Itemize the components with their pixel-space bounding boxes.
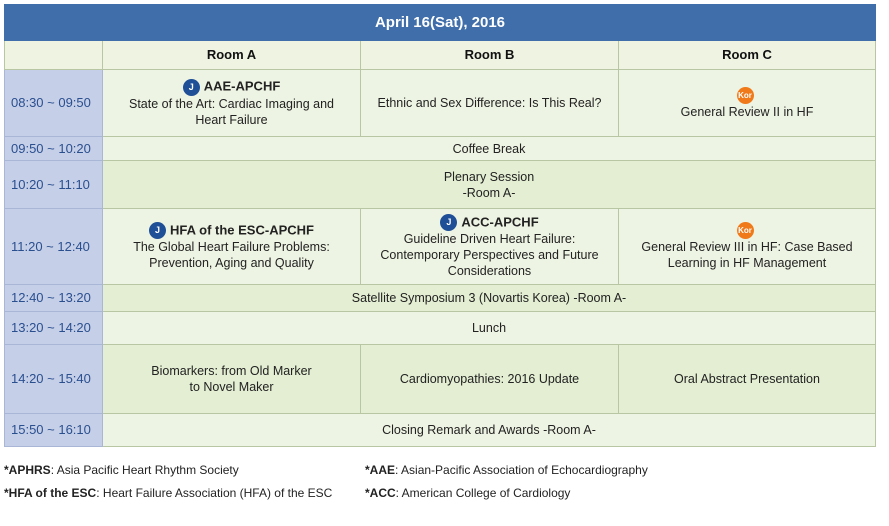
session-text: The Global Heart Failure Problems: (133, 240, 330, 255)
session-cell-room-a (103, 209, 361, 285)
room-c-header: Room C (619, 41, 876, 70)
footnote-text: : American College of Cardiology (395, 486, 571, 500)
session-tag-line (109, 222, 354, 239)
session-cell-all-rooms: Lunch (103, 312, 876, 345)
footnote-text: : Heart Failure Association (HFA) of the ESC (96, 486, 333, 500)
session-cell-room-b (361, 209, 619, 285)
time-slot: 11:20 ~ 12:40 (5, 209, 103, 285)
time-slot: 15:50 ~ 16:10 (5, 414, 103, 447)
schedule-row (5, 312, 876, 345)
time-slot: 10:20 ~ 11:10 (5, 161, 103, 209)
schedule-row (5, 414, 876, 447)
session-tag-line (367, 214, 612, 231)
session-cell-room-c: Oral Abstract Presentation (619, 345, 876, 414)
journal-badge-icon: J (149, 222, 166, 239)
session-text: Learning in HF Management (667, 256, 827, 271)
session-text: Prevention, Aging and Quality (149, 256, 314, 271)
session-text: Considerations (447, 264, 532, 279)
footnote-abbr: *HFA of the ESC (4, 486, 97, 500)
session-tag: AAE-APCHF (203, 79, 281, 95)
korean-badge-icon: Kor (737, 87, 754, 104)
schedule-table (4, 4, 876, 447)
footnote-abbr: *AAE (365, 463, 396, 477)
schedule-row (5, 137, 876, 161)
time-slot: 08:30 ~ 09:50 (5, 70, 103, 137)
schedule-row (5, 285, 876, 312)
session-text: Plenary Session (443, 169, 535, 184)
schedule-row (5, 70, 876, 137)
session-tag-line (109, 78, 354, 95)
footnote (365, 463, 648, 477)
session-text: General Review III in HF: Case Based (641, 240, 853, 255)
time-slot: 13:20 ~ 14:20 (5, 312, 103, 345)
session-cell-room-a (103, 345, 361, 414)
session-text: Heart Failure (195, 112, 268, 127)
session-cell-all-rooms (103, 161, 876, 209)
room-b-header: Room B (361, 41, 619, 70)
session-tag: HFA of the ESC-APCHF (170, 222, 314, 238)
journal-badge-icon: J (440, 214, 457, 231)
session-text: to Novel Maker (189, 380, 274, 394)
schedule-row (5, 345, 876, 414)
session-cell-all-rooms: Coffee Break (103, 137, 876, 161)
session-text: Ethnic and Sex Difference: Is This Real? (377, 96, 602, 110)
session-text: Guideline Driven Heart Failure: (403, 232, 576, 247)
footnote-abbr: *APHRS (4, 463, 51, 477)
session-tag: ACC-APCHF (461, 214, 539, 230)
footnote-text: : Asia Pacific Heart Rhythm Society (50, 463, 239, 477)
time-slot: 12:40 ~ 13:20 (5, 285, 103, 312)
session-cell-room-b (361, 70, 619, 137)
footnote-text: : Asian-Pacific Association of Echocardiography (395, 463, 648, 477)
journal-badge-icon: J (183, 79, 200, 96)
time-slot: 14:20 ~ 15:40 (5, 345, 103, 414)
session-cell-room-b: Cardiomyopathies: 2016 Update (361, 345, 619, 414)
session-cell-room-c (619, 209, 876, 285)
session-text: Biomarkers: from Old Marker (151, 364, 312, 378)
korean-badge-icon: Kor (737, 222, 754, 239)
footnote (4, 463, 239, 477)
session-text: -Room A- (462, 185, 516, 200)
room-a-header: Room A (103, 41, 361, 70)
session-tag-line (625, 222, 869, 239)
session-cell-room-c (619, 70, 876, 137)
footnote (365, 486, 570, 500)
schedule-title: April 16(Sat), 2016 (5, 5, 876, 41)
session-text: General Review II in HF (680, 104, 814, 119)
session-cell-all-rooms: Closing Remark and Awards -Room A- (103, 414, 876, 447)
session-text: Contemporary Perspectives and Future (380, 248, 599, 263)
schedule-row (5, 209, 876, 285)
time-slot: 09:50 ~ 10:20 (5, 137, 103, 161)
session-tag-line (625, 86, 869, 103)
footnote (4, 486, 332, 500)
schedule-row (5, 161, 876, 209)
header-corner (5, 41, 103, 70)
footnote-abbr: *ACC (365, 486, 396, 500)
session-cell-all-rooms: Satellite Symposium 3 (Novartis Korea) -Room A- (103, 285, 876, 312)
session-cell-room-a (103, 70, 361, 137)
session-text: State of the Art: Cardiac Imaging and (129, 96, 334, 111)
